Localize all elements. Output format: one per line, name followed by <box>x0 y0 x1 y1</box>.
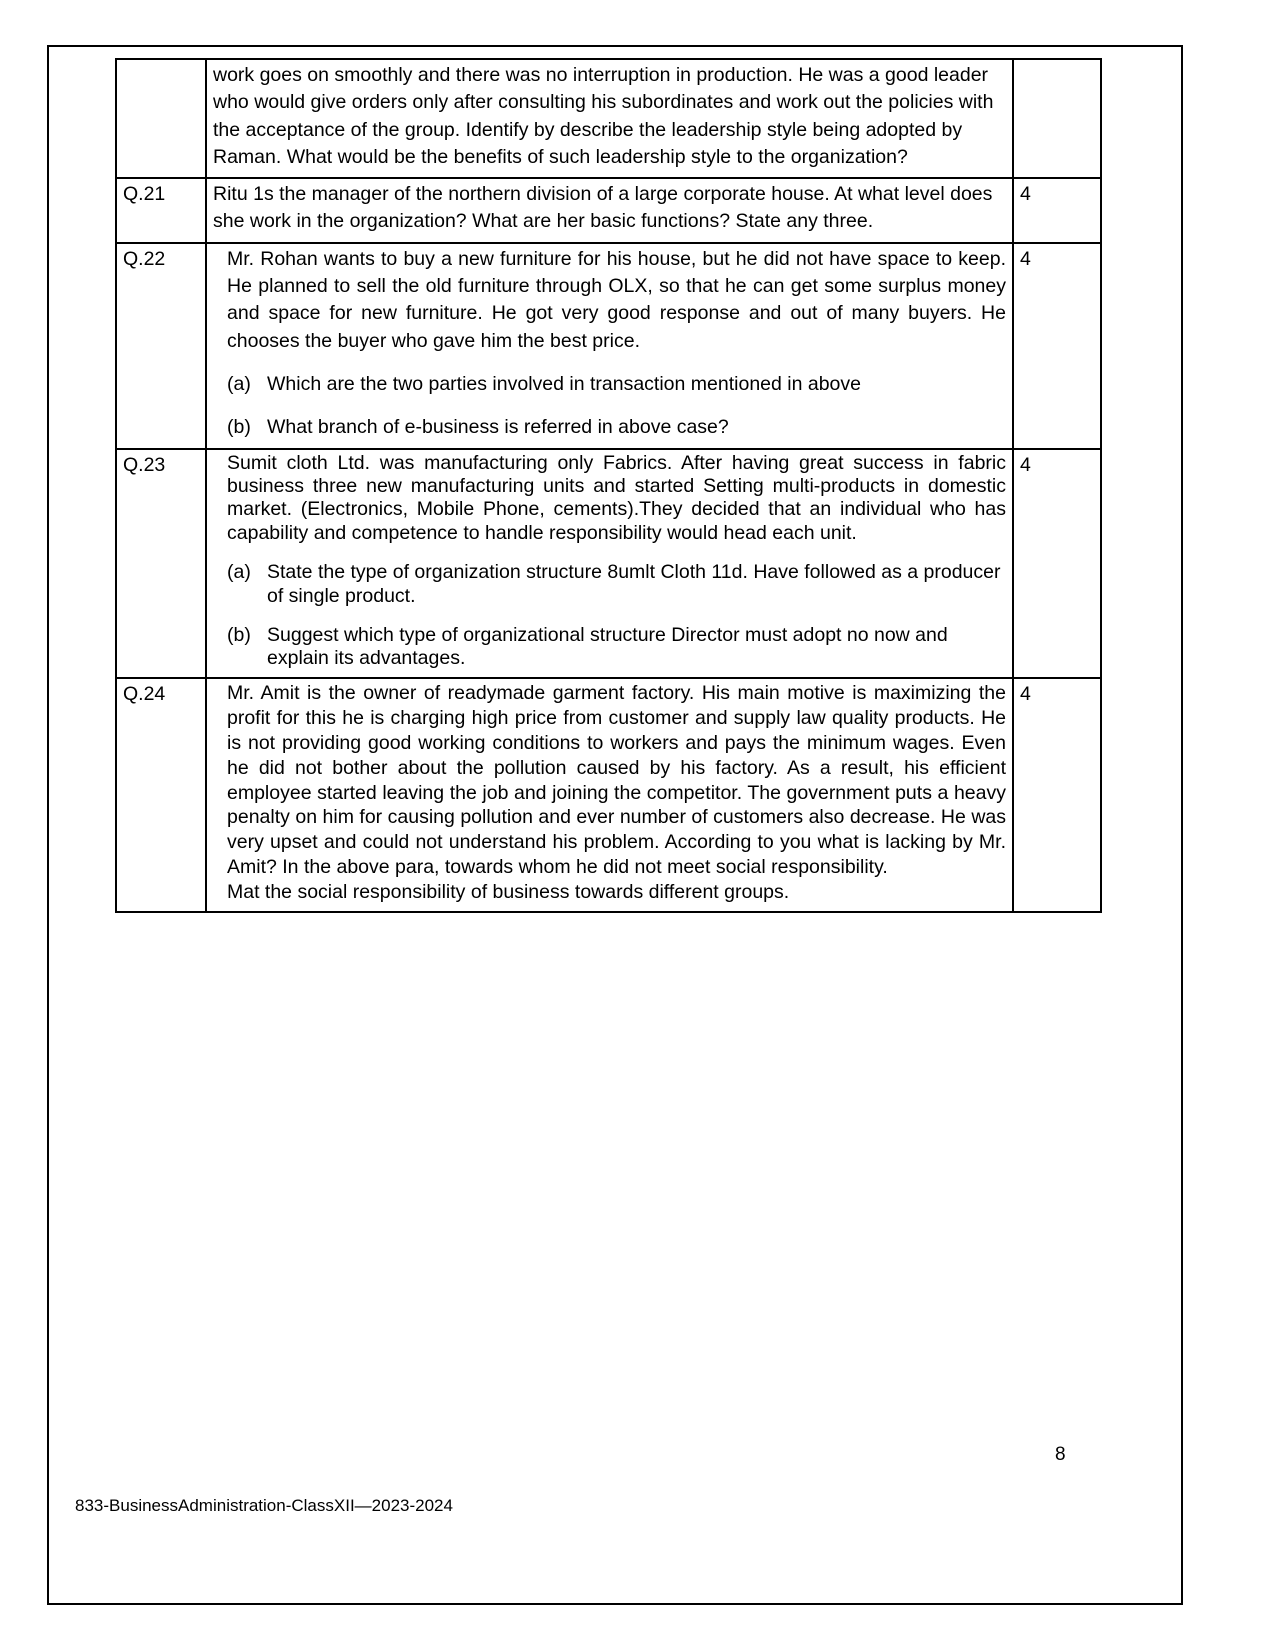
table-row <box>116 449 1101 678</box>
sub-item-b <box>227 414 1006 441</box>
sub-item-label: (b) <box>227 623 251 646</box>
sub-item-label: (a) <box>227 561 251 584</box>
question-paragraph: Ritu 1s the manager of the northern division of a large corporate house. At what level does she work in the organization? What are her basic functions? State any three. <box>213 183 993 233</box>
question-number: Q.24 <box>116 678 206 913</box>
sub-item-text: Suggest which type of organizational structure Director must adopt no now and explain its advantages. <box>267 623 948 670</box>
sub-item-label: (b) <box>227 416 251 439</box>
sub-item-a <box>227 371 1006 398</box>
question-paragraph: Mr. Rohan wants to buy a new furniture for his house, but he did not have space to keep. He planned to sell the old furniture through OLX, so that he can get some surplus money and space for new furniture. He got very good response and out of many buyers. He chooses the buyer who gave him the best price. <box>227 247 1006 352</box>
question-number: Q.22 <box>116 243 206 449</box>
question-text-cell <box>206 243 1013 449</box>
sub-item-a <box>227 561 1006 608</box>
table-row <box>116 59 1101 178</box>
sub-item-text: What branch of e-business is referred in above case? <box>267 416 729 439</box>
marks-cell <box>1013 59 1101 178</box>
question-paragraph: Sumit cloth Ltd. was manufacturing only Fabrics. After having great success in fabric business three new manufacturing units and started Setting multi-products in domestic market. (Electronics, Mobile Phone, cements).They decided that an individual who has capability and competence to handle responsibility would head each unit. <box>227 451 1006 544</box>
question-number: Q.21 <box>116 178 206 243</box>
table-row <box>116 178 1101 243</box>
question-number <box>116 59 206 178</box>
question-number: Q.23 <box>116 449 206 678</box>
marks-cell: 4 <box>1013 243 1101 449</box>
marks-cell: 4 <box>1013 449 1101 678</box>
marks-cell: 4 <box>1013 178 1101 243</box>
question-text-cell <box>206 678 1013 913</box>
question-text-cell <box>206 59 1013 178</box>
questions-table <box>115 58 1102 913</box>
footer-text: 833-BusinessAdministration-ClassXII—2023-2024 <box>75 1496 453 1515</box>
sub-item-label: (a) <box>227 372 251 395</box>
page-number: 8 <box>1055 1444 1066 1465</box>
table-row <box>116 678 1101 913</box>
sub-item-text: State the type of organization structure 8umlt Cloth 11d. Have followed as a producer of single product. <box>267 561 1001 607</box>
sub-item-text: Which are the two parties involved in transaction mentioned in above <box>267 372 861 395</box>
question-text-cell <box>206 178 1013 243</box>
question-paragraph: Mr. Amit is the owner of readymade garment factory. His main motive is maximizing the profit for this he is charging high price from customer and supply law quality products. He is not providing good working conditions to workers and pays the minimum wages. Even he did not bother about the pollution caused by his factory. As a result, his efficient employee started leaving the job and joining the competitor. The government puts a heavy penalty on him for causing pollution and ever number of customers also decrease. He was very upset and could not understand his problem. According to you what is lacking by Mr. Amit? In the above para, towards whom he did not meet social responsibility. <box>227 681 1006 879</box>
question-paragraph: work goes on smoothly and there was no interruption in production. He was a good leader who would give orders only after consulting his subordinates and work out the policies with the acceptance of the group. Identify by describe the leadership style being adopted by Raman. What would be the benefits of such leadership style to the organization? <box>213 64 994 168</box>
question-closing-line: Mat the social responsibility of business towards different groups. <box>227 881 790 904</box>
question-text-cell <box>206 449 1013 678</box>
table-row <box>116 243 1101 449</box>
sub-item-b <box>227 624 1006 671</box>
marks-cell: 4 <box>1013 678 1101 913</box>
